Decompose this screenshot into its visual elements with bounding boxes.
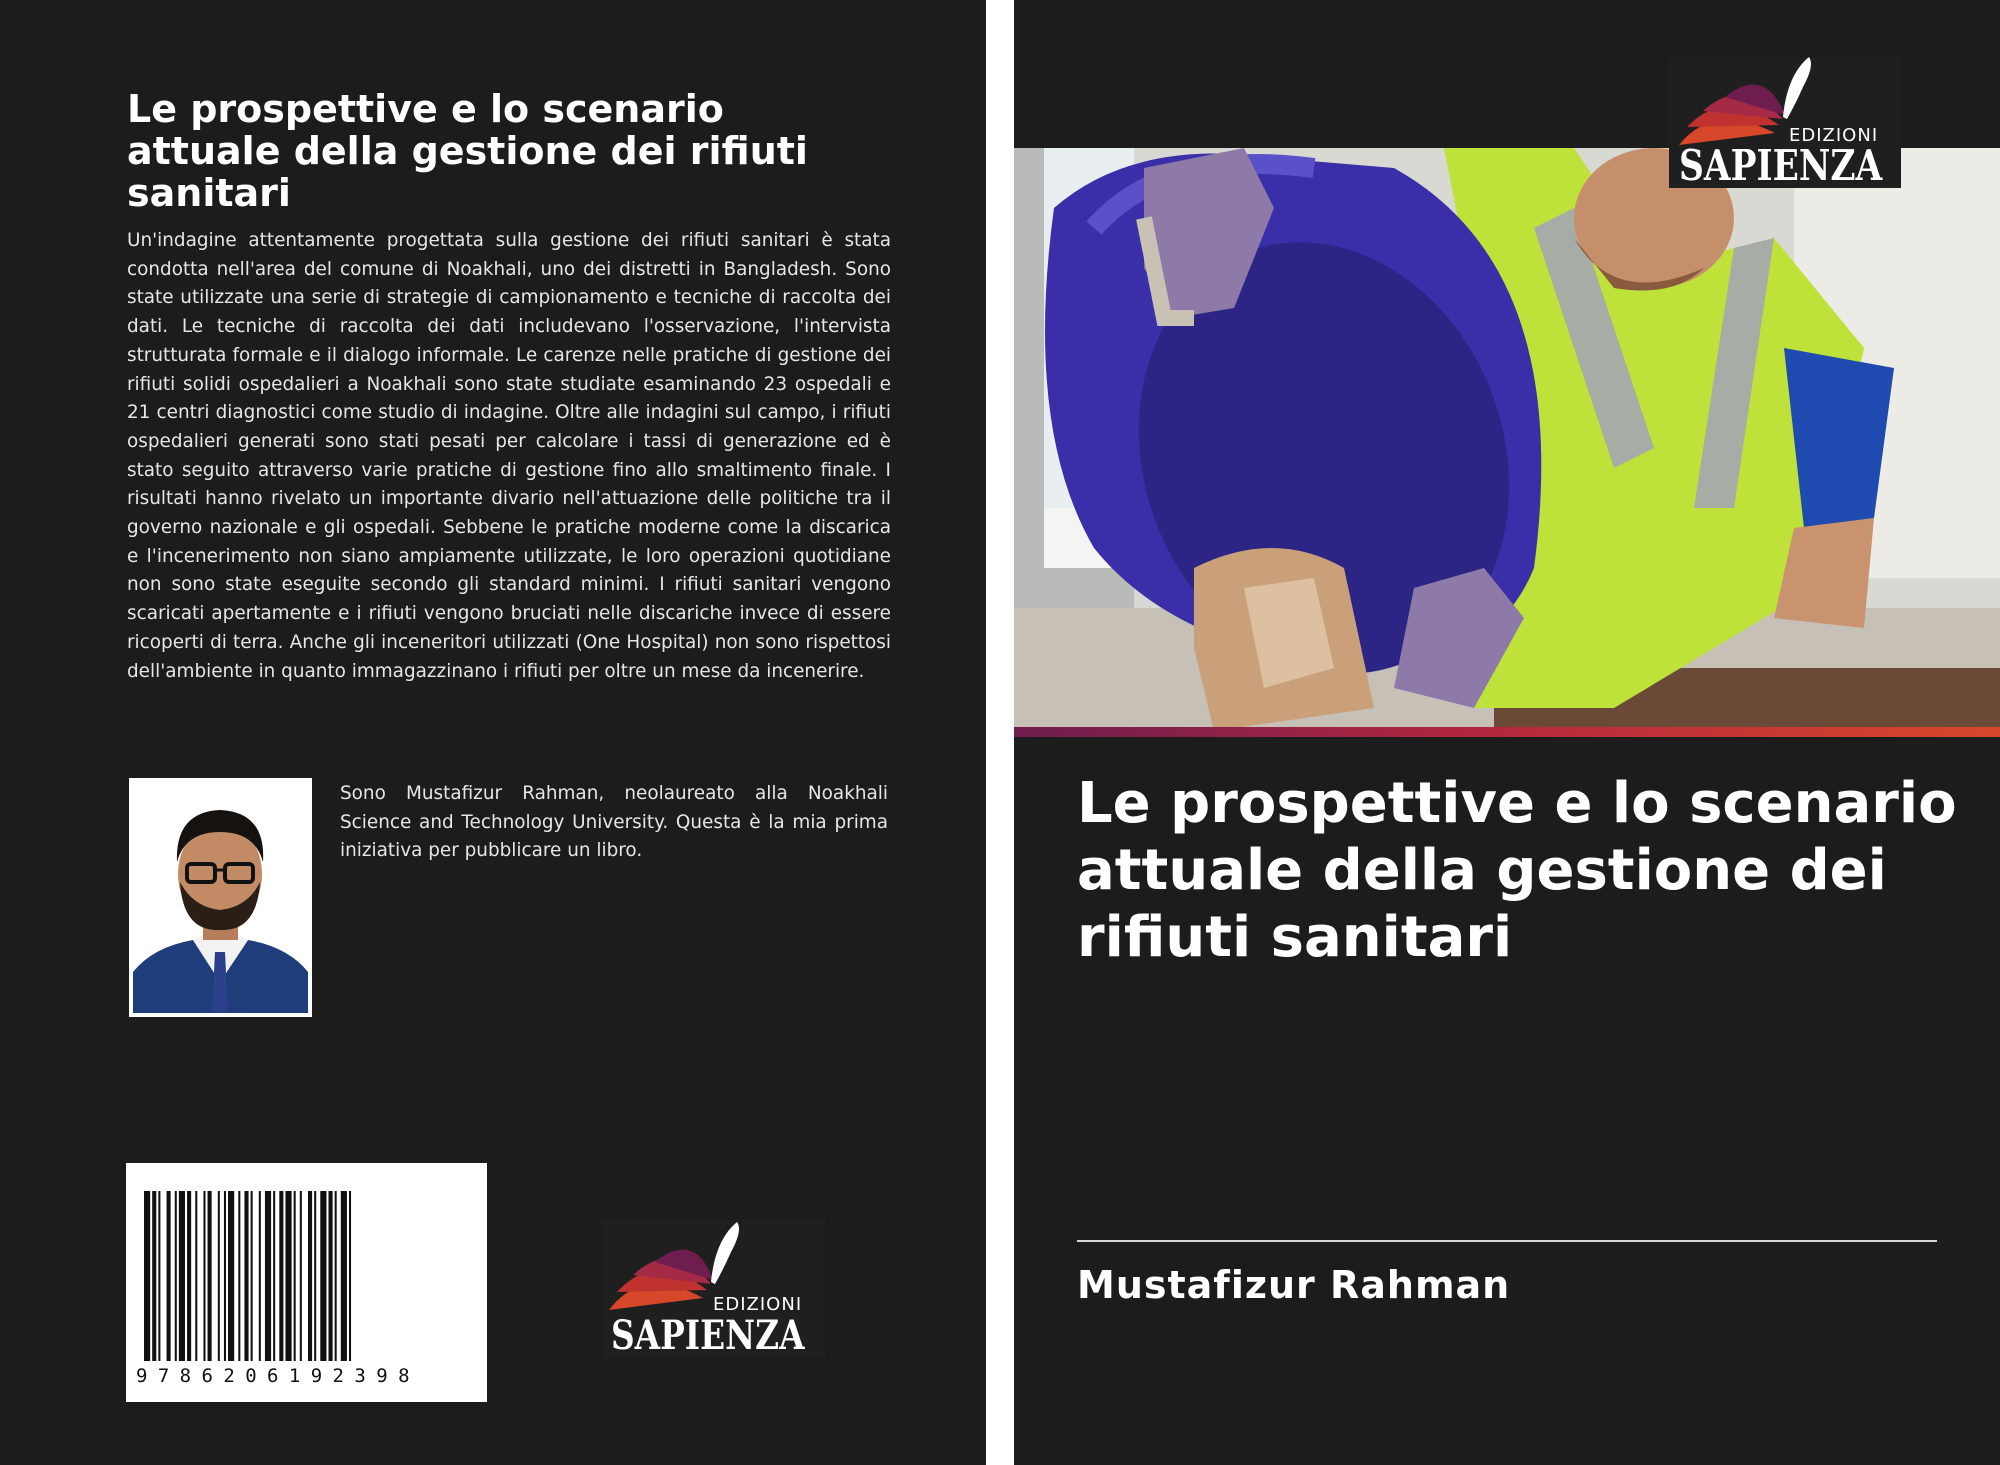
cover-photo-worker-bucket	[1014, 148, 2000, 731]
publisher-logo-front	[1669, 57, 1901, 188]
barcode-bar	[273, 1191, 275, 1361]
barcode-bar	[244, 1191, 248, 1361]
barcode-bar	[329, 1191, 333, 1361]
author-photo	[129, 778, 312, 1017]
barcode-bar	[341, 1191, 347, 1361]
isbn-digits: 9786206192398	[136, 1365, 420, 1387]
barcode-bar	[228, 1191, 234, 1361]
publisher-logo-main: SAPIENZA	[611, 1312, 805, 1359]
barcode-bar	[203, 1191, 205, 1361]
back-cover-title: Le prospettive e lo scenario attuale della gestione dei rifiuti sanitari	[127, 87, 808, 215]
barcode-bar	[144, 1191, 150, 1361]
front-cover-title: Le prospettive e lo scenario attuale della gestione dei rifiuti sanitari	[1077, 771, 1957, 970]
barcode-bar	[238, 1191, 240, 1361]
accent-bar	[1014, 727, 2000, 737]
barcode-bar	[179, 1191, 185, 1361]
back-cover	[0, 0, 986, 1465]
barcode-bar	[259, 1191, 261, 1361]
publisher-logo-back	[603, 1220, 825, 1358]
barcode-bar	[187, 1191, 191, 1361]
barcode-bar	[251, 1191, 253, 1361]
barcode-bar	[279, 1191, 283, 1361]
barcode-bar	[167, 1191, 171, 1361]
barcode-bar	[218, 1191, 220, 1361]
barcode-bar	[335, 1191, 337, 1361]
author-bio: Sono Mustafizur Rahman, neolaureato alla Noakhali Science and Technology University. Questa è la mia prima iniziativa per pubblicare un libro.	[340, 783, 888, 862]
publisher-logo-sub: EDIZIONI	[713, 1294, 803, 1315]
barcode-bar	[265, 1191, 271, 1361]
barcode-bar	[158, 1191, 160, 1361]
barcode-bar	[308, 1191, 312, 1361]
barcode-bar	[175, 1191, 177, 1361]
barcode	[126, 1163, 487, 1402]
front-cover-author: Mustafizur Rahman	[1077, 1263, 1511, 1307]
barcode-bar	[224, 1191, 226, 1361]
barcode-bar	[314, 1191, 316, 1361]
barcode-bar	[195, 1191, 197, 1361]
back-cover-description: Un'indagine attentamente progettata sulla gestione dei rifiuti sanitari è stata condotta nell'area del comune di Noakhali, uno dei distretti in Bangladesh. Sono state utilizzate una serie di strategie di campionamento e tecniche di raccolta dei dati. Le tecniche di raccolta dei dati includevano l'osservazione, l'intervista strutturata formale e il dialogo informale. Le carenze nelle pratiche di gestione dei rifiuti solidi ospedalieri a Noakhali sono state studiate esaminando 23 ospedali e 21 centri diagnostici come studio di indagine. Oltre alle indagini sul campo, i rifiuti ospedalieri generati sono stati pesati per calcolare i tassi di generazione ed è stato seguito attraverso varie pratiche di gestione fino allo smaltimento finale. I risultati hanno rivelato un importante divario nell'attuazione delle politiche tra il governo nazionale e gli ospedali. Sebbene le pratiche moderne come la discarica e l'incenerimento non siano ampiamente utilizzate, le loro operazioni quotidiane non sono state eseguite secondo gli standard minimi. I rifiuti sanitari vengono scaricati apertamente e i rifiuti vengono bruciati nelle discariche invece di essere ricoperti di terra. Anche gli inceneritori utilizzati (One Hospital) non sono rispettosi dell'ambiente in quanto immagazzinano i rifiuti per oltre un mese da incenerire.	[127, 230, 891, 682]
barcode-bar	[294, 1191, 296, 1361]
title-divider	[1077, 1240, 1937, 1242]
barcode-bar	[152, 1191, 156, 1361]
publisher-logo-main: SAPIENZA	[1679, 141, 1883, 190]
barcode-bar	[349, 1191, 351, 1361]
barcode-bar	[208, 1191, 212, 1361]
barcode-bar	[320, 1191, 326, 1361]
barcode-bar	[285, 1191, 291, 1361]
front-cover	[1014, 0, 2000, 1465]
barcode-bar	[300, 1191, 302, 1361]
publisher-logo-sub: EDIZIONI	[1789, 125, 1879, 146]
